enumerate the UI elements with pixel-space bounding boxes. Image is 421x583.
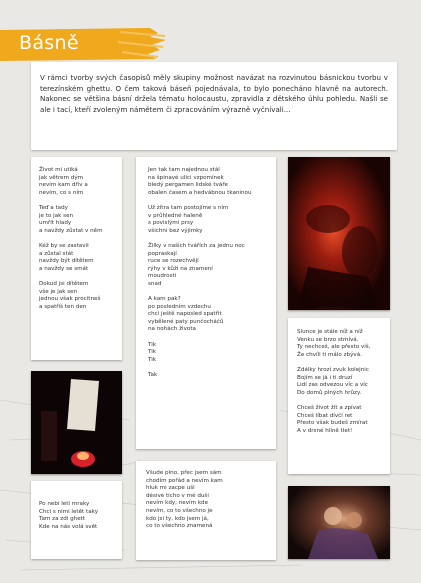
page-title: Básně	[19, 32, 79, 54]
poem-text-3: Slunce je stále níž a níž Venku se brzo stmívá. Ty nechceš, ale přesto víš, Že chvíli ti málo zbývá. Zdálky hrozí zvuk kolejnic Bojím se já i ti druzí Lidí zas odvezou víc a víc Do domů plných hrůzy. Chceš život žít a zpívat Chceš líbat dívčí ret Přesto však budeš zmírat A v drsné hlíně tlet!	[297, 329, 371, 434]
photo-lantern	[31, 371, 122, 474]
poem-card-3	[288, 318, 390, 474]
poem-text-1: Život mi utiká jak větrem dým nevím kam dřív a nevím, co s ním Teď a tady je to jak sen umřít hlady a navždy zůstat v něm Kéž by se zastavil a zůstal stát navždy být dítětem a navždy se smát Dokud jsi dítětem vše je jak sen jednou však procitneš a spatříš ten den	[39, 167, 103, 310]
poem-text-4: Po nebi letí mraky Chci s nimi letět taky Tam za zdi ghett Kde na nás volá svět	[39, 501, 99, 530]
poem-card-4	[31, 481, 122, 559]
poem-text-2: Jen tak tam najednou stál na špinavé ulici vzpomínek bledý pergamen lidské tváře obalen časem a hedvábnou tkaninou Už zítra tam postojíme s ním v průhledné haleně s povislými prsy všichni bez výjimky Žilky v našich tvářích za jednu noc popraskají ruce se rozechvějí rýhy v kůži na znamení moudrosti snad A kam pak? po posledním vzdechu chci ještě naposled spatřit vybělené paty punčocháčů na nohách života Tik Tik Tik Tak	[148, 167, 252, 379]
photo-red-light	[288, 157, 390, 310]
poem-card-1	[31, 157, 122, 360]
poem-card-5	[136, 461, 276, 560]
poem-text-5: Všude plno, přec jsem sám chodím pořád a nevím kam hluk mi zacpe uši désivé ticho v mé duši nevím kdy, nevím kde nevím, co to všechno je kdo jsi ty, kdo jsem já, co to všechno znamená	[146, 470, 223, 530]
poem-card-2	[136, 157, 276, 449]
intro-box	[31, 62, 397, 150]
photo-figures	[288, 486, 390, 559]
intro-text: V rámci tvorby svých časopisů měly skupiny možnost navázat na rozvinutou básnickou tvorbu v terezínském ghettu. O čem taková báseň pojednávala, to bylo ponecháno hlavně na autorech. Nakonec se většina básní držela tématu holocaustu, zpravidla z dětského úhlu pohledu. Našli se ale i tací, kteří zvoleným námětem či zpracováním výrazně vyčnívali...	[40, 73, 388, 114]
